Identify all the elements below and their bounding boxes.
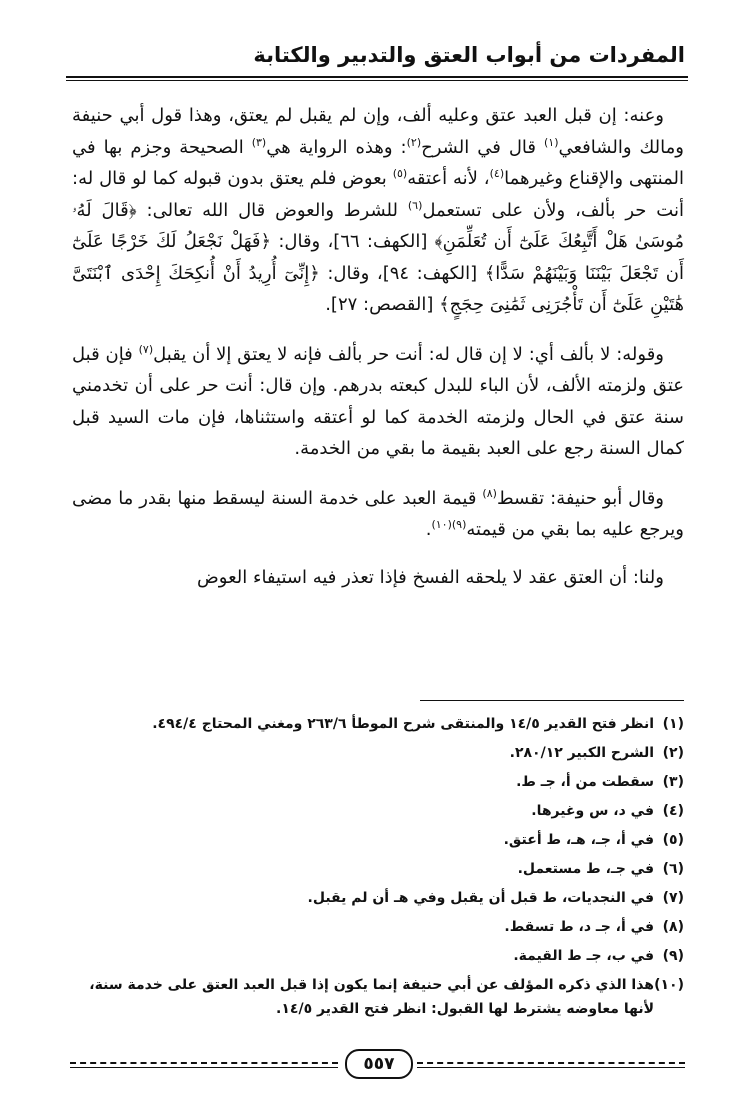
footnote-text: في النجديات، ط قبل أن يقبل وفي هـ أن لم يقبل. xyxy=(307,890,654,906)
footnote-ref: (٨) xyxy=(482,486,497,500)
footnote-text: في د، س وغيرها. xyxy=(531,803,654,819)
footnote-number: (٢) xyxy=(662,745,684,761)
footnotes xyxy=(72,710,684,1021)
footnote-number: (٤) xyxy=(662,803,684,819)
paragraph-1 xyxy=(72,100,684,321)
footnote-text: في أ، جـ د، ط تسقط. xyxy=(504,919,654,935)
footnote-separator xyxy=(420,700,684,701)
footnote-item xyxy=(72,884,684,913)
paragraph-text: . xyxy=(425,519,432,540)
paragraph-4 xyxy=(72,562,684,594)
paragraph-text: فإن قبل عتق ولزمته الألف، لأن الباء للبدل كبعته بدرهم. وإن قال: أنت حر على أن تخدمني سنة عتق في الحال ولزمته الخدمة كما لو أعتقه واستثناها، فإن مات السيد قبل كمال السنة رجع على العبد بقيمة ما بقي من الخدمة. xyxy=(72,343,684,459)
footnote-ref: (٣) xyxy=(251,135,267,149)
footnote-text: سقطت من أ، جـ ط. xyxy=(516,774,654,790)
footer-rule xyxy=(70,1067,338,1068)
paragraph-text: : وهذه الرواية هي xyxy=(266,136,407,158)
page-footer xyxy=(70,1051,685,1075)
paragraph-text: وقال أبو حنيفة: تقسط xyxy=(496,487,665,509)
footnote-number: (٥) xyxy=(662,832,684,848)
footnote-text: هذا الذي ذكره المؤلف عن أبي حنيفة إنما يكون إذا قبل العبد العتق على خدمة سنة، لأنها معاوضه يشترط لها القبول: انظر فتح القدير ١٤/٥. xyxy=(89,977,654,1017)
footnote-item xyxy=(72,942,684,971)
footnote-ref: (٧) xyxy=(138,342,154,356)
footnote-text: في أ، جـ، هـ، ط أعتق. xyxy=(503,832,654,848)
footnote-item xyxy=(72,739,684,768)
header-rule-thin xyxy=(66,80,688,81)
footnote-item xyxy=(72,971,684,1021)
footnote-ref: (٩)(١٠) xyxy=(431,518,467,531)
footnote-item xyxy=(72,913,684,942)
footnote-number: (٦) xyxy=(662,861,684,877)
footer-dashed-rule xyxy=(417,1062,685,1064)
running-title: المفردات من أبواب العتق والتدبير والكتابة xyxy=(253,43,685,67)
main-text xyxy=(72,100,684,611)
paragraph-text: وقوله: لا بألف أي: لا إن قال له: أنت حر بألف فإنه لا يعتق إلا أن يقبل xyxy=(153,343,664,365)
footnote-number: (٨) xyxy=(662,919,684,935)
paragraph-text: بعوض فلم يعتق بدون قبوله كما لو قال له: أنت حر بألف، ولأن على تستعمل xyxy=(72,168,684,221)
footnote-item xyxy=(72,797,684,826)
footnote-ref: (٦) xyxy=(407,198,423,212)
paragraph-text: ، لأنه أعتقه xyxy=(407,168,490,189)
paragraph-2 xyxy=(72,339,684,465)
footnote-number: (١) xyxy=(662,716,684,732)
footnote-text: الشرح الكبير ٢٨٠/١٢. xyxy=(509,745,654,761)
footnote-item xyxy=(72,826,684,855)
footnote-item xyxy=(72,710,684,739)
footnote-text: في جـ، ط مستعمل. xyxy=(517,861,654,877)
footnote-ref: (٤) xyxy=(489,167,505,180)
footer-dashed-rule xyxy=(70,1062,338,1064)
footnote-item xyxy=(72,768,684,797)
footnote-ref: (٢) xyxy=(406,135,422,149)
paragraph-text: ولنا: أن العتق عقد لا يلحقه الفسخ فإذا تعذر فيه استيفاء العوض xyxy=(197,566,664,588)
paragraph-text: للشرط والعوض قال الله تعالى: ﴿قَالَ لَهُۥ مُوسَىٰ هَلْ أَتَّبِعُكَ عَلَىٰٓ أَن تُعَلِّمَنِ﴾ [الكهف: ٦٦]، وقال: ﴿فَهَلْ نَجْعَلُ لَكَ خَرْجًا عَلَىٰٓ أَن تَجْعَلَ بَيْنَنَا وَبَيْنَهُمْ سَدًّا﴾ [الكهف: ٩٤]، وقال: ﴿إِنِّىٓ أُرِيدُ أَنْ أُنكِحَكَ إِحْدَى ٱبْنَتَىَّ هَٰتَيْنِ عَلَىٰٓ أَن تَأْجُرَنِى ثَمَٰنِىَ حِجَجٍ﴾ [القصص: ٢٧]. xyxy=(72,199,684,315)
footnote-item xyxy=(72,855,684,884)
footnote-ref: (٥) xyxy=(392,167,408,180)
footnote-number: (١٠) xyxy=(654,977,684,993)
paragraph-3 xyxy=(72,483,684,546)
footnote-number: (٩) xyxy=(662,948,684,964)
paragraph-text: الصحيحة وجزم بها في المنتهى والإقناع وغيرهما xyxy=(72,136,684,189)
header-rule xyxy=(66,76,688,78)
footnote-ref: (١) xyxy=(543,135,559,149)
footnote-number: (٧) xyxy=(662,890,684,906)
paragraph-text: وعنه: إن قبل العبد عتق وعليه ألف، وإن لم يقبل لم يعتق، وهذا قول أبي حنيفة ومالك والشافعي xyxy=(72,105,684,158)
footnote-text: في ب، جـ ط القيمة. xyxy=(513,948,654,964)
footnote-text: انظر فتح القدير ١٤/٥ والمنتقى شرح الموطأ ٢٦٣/٦ ومغني المحتاج ٤٩٤/٤. xyxy=(152,716,654,732)
footer-rule xyxy=(417,1067,685,1068)
footnote-number: (٣) xyxy=(662,774,684,790)
paragraph-text: قيمة العبد على خدمة السنة ليسقط منها بقدر ما مضى ويرجع عليه بما بقي من قيمته xyxy=(72,487,684,540)
paragraph-text: قال في الشرح xyxy=(421,136,544,158)
page-number: ٥٥٧ xyxy=(345,1049,413,1079)
